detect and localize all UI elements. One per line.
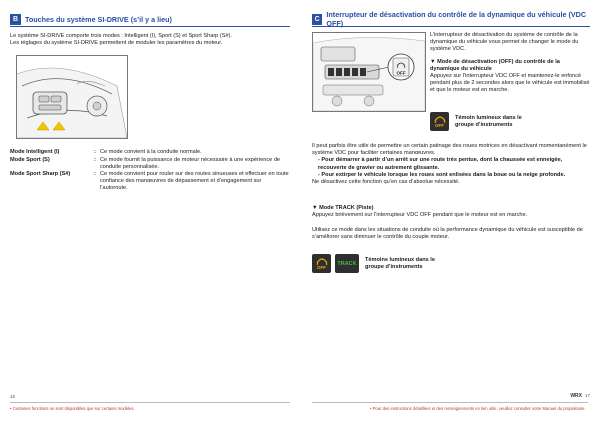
mode-desc: Ce mode convient pour rouler sur des routes sinueuses et effectuer en toute confiance des manœuvres de dépassement et d’engagement sur l’autoroute. bbox=[100, 171, 289, 192]
off-icon-text: OFF bbox=[317, 265, 326, 270]
page-number-right: WRX 17 bbox=[570, 393, 590, 399]
mode-name: Mode Sport (S) bbox=[10, 156, 50, 163]
vdc-para-1: Il peut parfois être utile de permettre un certain patinage des roues motrices en désactivant momentanément le système VDC pour faciliter certaines manœuvres. bbox=[312, 143, 587, 157]
footer-note-right: • Pour des instructions détaillées et des renseignements en lien utile, veuillez consulter votre Manuel du propriétaire. bbox=[370, 406, 586, 411]
steering-wheel-illustration bbox=[16, 55, 128, 139]
section-header-si-drive bbox=[10, 12, 290, 27]
track-icon-text: TRACK bbox=[337, 260, 357, 267]
vdc-intro: L’interrupteur de désactivation du système de contrôle de la dynamique du véhicule vous permet de changer le mode du système VDC. bbox=[430, 32, 579, 53]
vdc-bullet: - Pour extirper le véhicule lorsque les roues sont enlisées dans la boue ou la neige profonde. bbox=[318, 171, 566, 178]
mode-name: Mode Sport Sharp (S#) bbox=[10, 171, 71, 178]
brand-mark: WRX bbox=[570, 393, 582, 399]
si-drive-intro-2: Les réglages du système SI-DRIVE permettent de moduler les paramètres du moteur. bbox=[10, 40, 223, 47]
mode-row: Mode Intelligent (I) : Ce mode convient à la conduite normale. bbox=[10, 149, 290, 156]
si-drive-intro-1: Le système SI-DRIVE comporte trois modes : Intelligent (I), Sport (S) et Sport Sharp (S#). bbox=[10, 33, 232, 39]
right-page bbox=[300, 0, 600, 425]
mode-desc: Ce mode convient à la conduite normale. bbox=[100, 149, 202, 156]
track-section bbox=[312, 205, 590, 219]
section-title-si-drive: Touches du système SI-DRIVE (s’il y a lieu) bbox=[25, 14, 172, 24]
mode-row: Mode Sport (S) : Ce mode fournit la puissance de moteur nécessaire à une expérience de conduite personnalisée. bbox=[10, 157, 290, 171]
track-para: Utilisez ce mode dans les situations de conduite où la performance dynamique du véhicule est susceptible de s’améliorer sans diminuer le contrôle du couple moteur. bbox=[312, 227, 583, 241]
dashboard-drawing bbox=[313, 33, 425, 111]
section-header-vdc bbox=[312, 12, 590, 27]
page-number-left: 16 bbox=[10, 394, 16, 399]
mode-desc: Ce mode fournit la puissance de moteur nécessaire à une expérience de conduite personnalisée. bbox=[100, 156, 281, 170]
steering-wheel-drawing bbox=[17, 56, 127, 138]
mode-list bbox=[10, 149, 290, 192]
footer-note-left: • Certaines fonctions ne sont disponibles que sur certains modèles. bbox=[10, 406, 135, 411]
vdc-details bbox=[312, 143, 590, 186]
vdc-off-heading: ▼ Mode de désactivation (OFF) du contrôle de la dynamique du véhicule bbox=[430, 58, 560, 72]
off-icon-text: OFF bbox=[435, 123, 444, 128]
vdc-off-warning-icon bbox=[430, 112, 449, 131]
vdc-off-warning-icon bbox=[312, 254, 331, 273]
track-text: Appuyez brièvement sur l’interrupteur VDC OFF pendant que le moteur est en marche. bbox=[312, 212, 528, 219]
section-letter-c: C bbox=[312, 14, 322, 25]
indicator-label-1: Témoin lumineux dans le groupe d’instruments bbox=[455, 114, 522, 128]
mode-row: Mode Sport Sharp (S#) : Ce mode convient pour rouler sur des routes sinueuses et effectuer en toute confiance des manœuvres de dépassement et d’engagement sur l’autoroute. bbox=[10, 171, 289, 192]
vdc-bullet: - Pour démarrer à partir d’un arrêt sur une route très pentue, dont la chaussée est enneigée, recouverte de gravier ou autrement glissante. bbox=[318, 157, 563, 171]
section-letter-b: B bbox=[10, 14, 21, 25]
section-title-vdc: Interrupteur de désactivation du contrôle de la dynamique du véhicule (VDC OFF) bbox=[326, 10, 587, 28]
indicator-label-2: Témoins lumineux dans le groupe d’instruments bbox=[365, 256, 435, 270]
track-indicator-icon bbox=[335, 254, 359, 273]
mode-name: Mode Intelligent (I) bbox=[10, 149, 60, 156]
vdc-off-text: Appuyez sur l’interrupteur VDC OFF et maintenez-le enfoncé pendant plus de 2 secondes alors que le véhicule est immobilisé et que le moteur est en marche. bbox=[430, 73, 590, 94]
indicator-off bbox=[430, 112, 535, 131]
track-heading: ▼ Mode TRACK (Piste) bbox=[312, 205, 374, 211]
track-usage bbox=[312, 227, 590, 241]
indicator-track-group bbox=[312, 254, 445, 273]
dashboard-illustration bbox=[312, 32, 426, 112]
vdc-intro-column bbox=[430, 32, 590, 95]
vdc-para-2: Ne désactivez cette fonction qu’en cas d’absolue nécessité. bbox=[312, 179, 460, 186]
vdc-off-button-label: OFF bbox=[396, 70, 406, 76]
